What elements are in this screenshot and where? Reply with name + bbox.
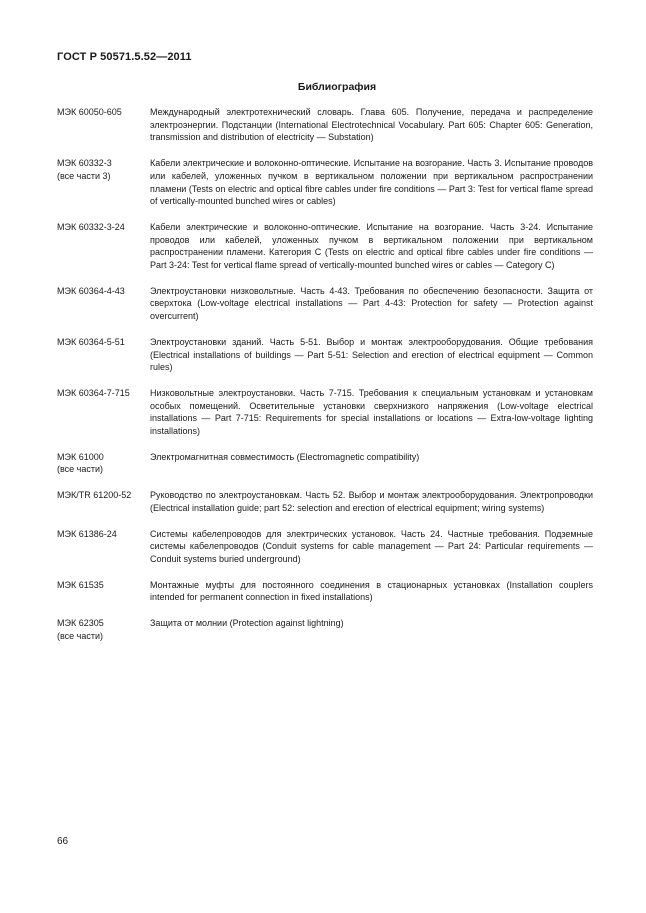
entry-reference	[57, 157, 150, 208]
bibliography-entry	[57, 387, 593, 438]
entry-reference	[57, 451, 150, 476]
reference-code: МЭК/TR 61200-52	[57, 490, 132, 501]
reference-code: МЭК 61535	[57, 579, 104, 590]
entry-description: Электромагнитная совместимость (Electromagnetic compatibility)	[150, 451, 420, 462]
page-number: 66	[57, 836, 69, 847]
entry-description: Электроустановки зданий. Часть 5-51. Выбор и монтаж электрооборудования. Общие требования (Electrical installations of buildings — Part 5-51: Selection and erection of electrical equipment — Common rules)	[150, 336, 593, 373]
reference-note: (все части)	[57, 630, 104, 641]
bibliography-entry	[57, 221, 593, 272]
bibliography-entry	[57, 489, 593, 514]
reference-code: МЭК 60364-4-43	[57, 285, 125, 296]
entry-reference	[57, 489, 150, 514]
reference-code: МЭК 61386-24	[57, 528, 117, 539]
entry-description: Электроустановки низковольтные. Часть 4-43. Требования по обеспечению безопасности. Защита от сверхтока (Low-voltage electrical installations — Part 4-43: Protection for safety — Protection against overcurrent)	[150, 285, 593, 322]
bibliography-entry	[57, 579, 593, 604]
entry-reference	[57, 528, 150, 566]
entry-description: Международный электротехнический словарь. Глава 605. Получение, передача и распределение электроэнергии. Подстанции (International Electrotechnical Vocabulary. Part 605: Chapter 605: Generation, transmission and distribution of electricity — Substation)	[150, 107, 593, 143]
reference-code: МЭК 60332-3	[57, 158, 112, 169]
bibliography-entry	[57, 451, 593, 476]
entry-description: Защита от молнии (Protection against lightning)	[150, 618, 344, 629]
entry-reference	[57, 579, 150, 604]
reference-code: МЭК 60364-7-715	[57, 387, 130, 398]
entry-reference	[57, 336, 150, 374]
reference-code: МЭК 60364-5-51	[57, 336, 125, 347]
entry-reference	[57, 221, 150, 272]
entry-description: Монтажные муфты для постоянного соединения в стационарных установках (Installation couplers intended for permanent connection in fixed installations)	[150, 579, 593, 603]
reference-code: МЭК 62305	[57, 618, 104, 629]
bibliography-entry	[57, 336, 593, 374]
bibliography-entry	[57, 106, 593, 144]
reference-note: (все части 3)	[57, 170, 111, 181]
bibliography-title: Библиография	[297, 81, 377, 93]
bibliography-entry	[57, 157, 593, 208]
entry-reference	[57, 387, 150, 438]
reference-code: МЭК 60332-3-24	[57, 221, 125, 232]
reference-code: МЭК 61000	[57, 451, 104, 462]
bibliography-entry	[57, 285, 593, 323]
entry-reference	[57, 617, 150, 642]
reference-note: (все части)	[57, 464, 104, 475]
entry-reference	[57, 285, 150, 323]
entry-description: Кабели электрические и волоконно-оптические. Испытание на возгорание. Часть 3. Испытание проводов или кабелей, уложенных пучком в вертикальном положении при вертикальном распространении пламени (Tests on electric and optical fibre cables under fire conditions — Part 3: Test for vertical flame spread of vertically-mounted bunched wires or cables)	[150, 158, 593, 207]
bibliography-entry	[57, 528, 593, 566]
document-header: ГОСТ Р 50571.5.52—2011	[57, 51, 192, 63]
entry-reference	[57, 106, 150, 144]
bibliography-list	[57, 106, 593, 656]
reference-code: МЭК 60050-605	[57, 107, 122, 117]
bibliography-entry	[57, 617, 593, 642]
entry-description: Кабели электрические и волоконно-оптические. Испытание на возгорание. Часть 3-24. Испытание проводов или кабелей, уложенных пучком в вертикальном положении при вертикальном распространении пламени. Категория С (Tests on electric and optical fibre cables under fire conditions — Part 3-24: Test for vertical flame spread of vertically-mounted bunched wires or cables — Category C)	[150, 221, 593, 271]
entry-description: Низковольтные электроустановки. Часть 7-715. Требования к специальным установкам и установкам особых помещений. Осветительные установки сверхнизкого напряжения (Low-voltage electrical installations — Part 7-715: Requirements for special installations or locations — Extra-low-voltage lighting installations)	[150, 387, 593, 437]
entry-description: Системы кабелепроводов для электрических установок. Часть 24. Частные требования. Подземные системы кабелепроводов (Conduit systems for cable management — Part 24: Particular requirements — Conduit systems buried underground)	[150, 528, 593, 564]
entry-description: Руководство по электроустановкам. Часть 52. Выбор и монтаж электрооборудования. Электропроводки (Electrical installation guide; part 52: selection and erection of electrical equipment; wiring systems)	[150, 490, 593, 513]
